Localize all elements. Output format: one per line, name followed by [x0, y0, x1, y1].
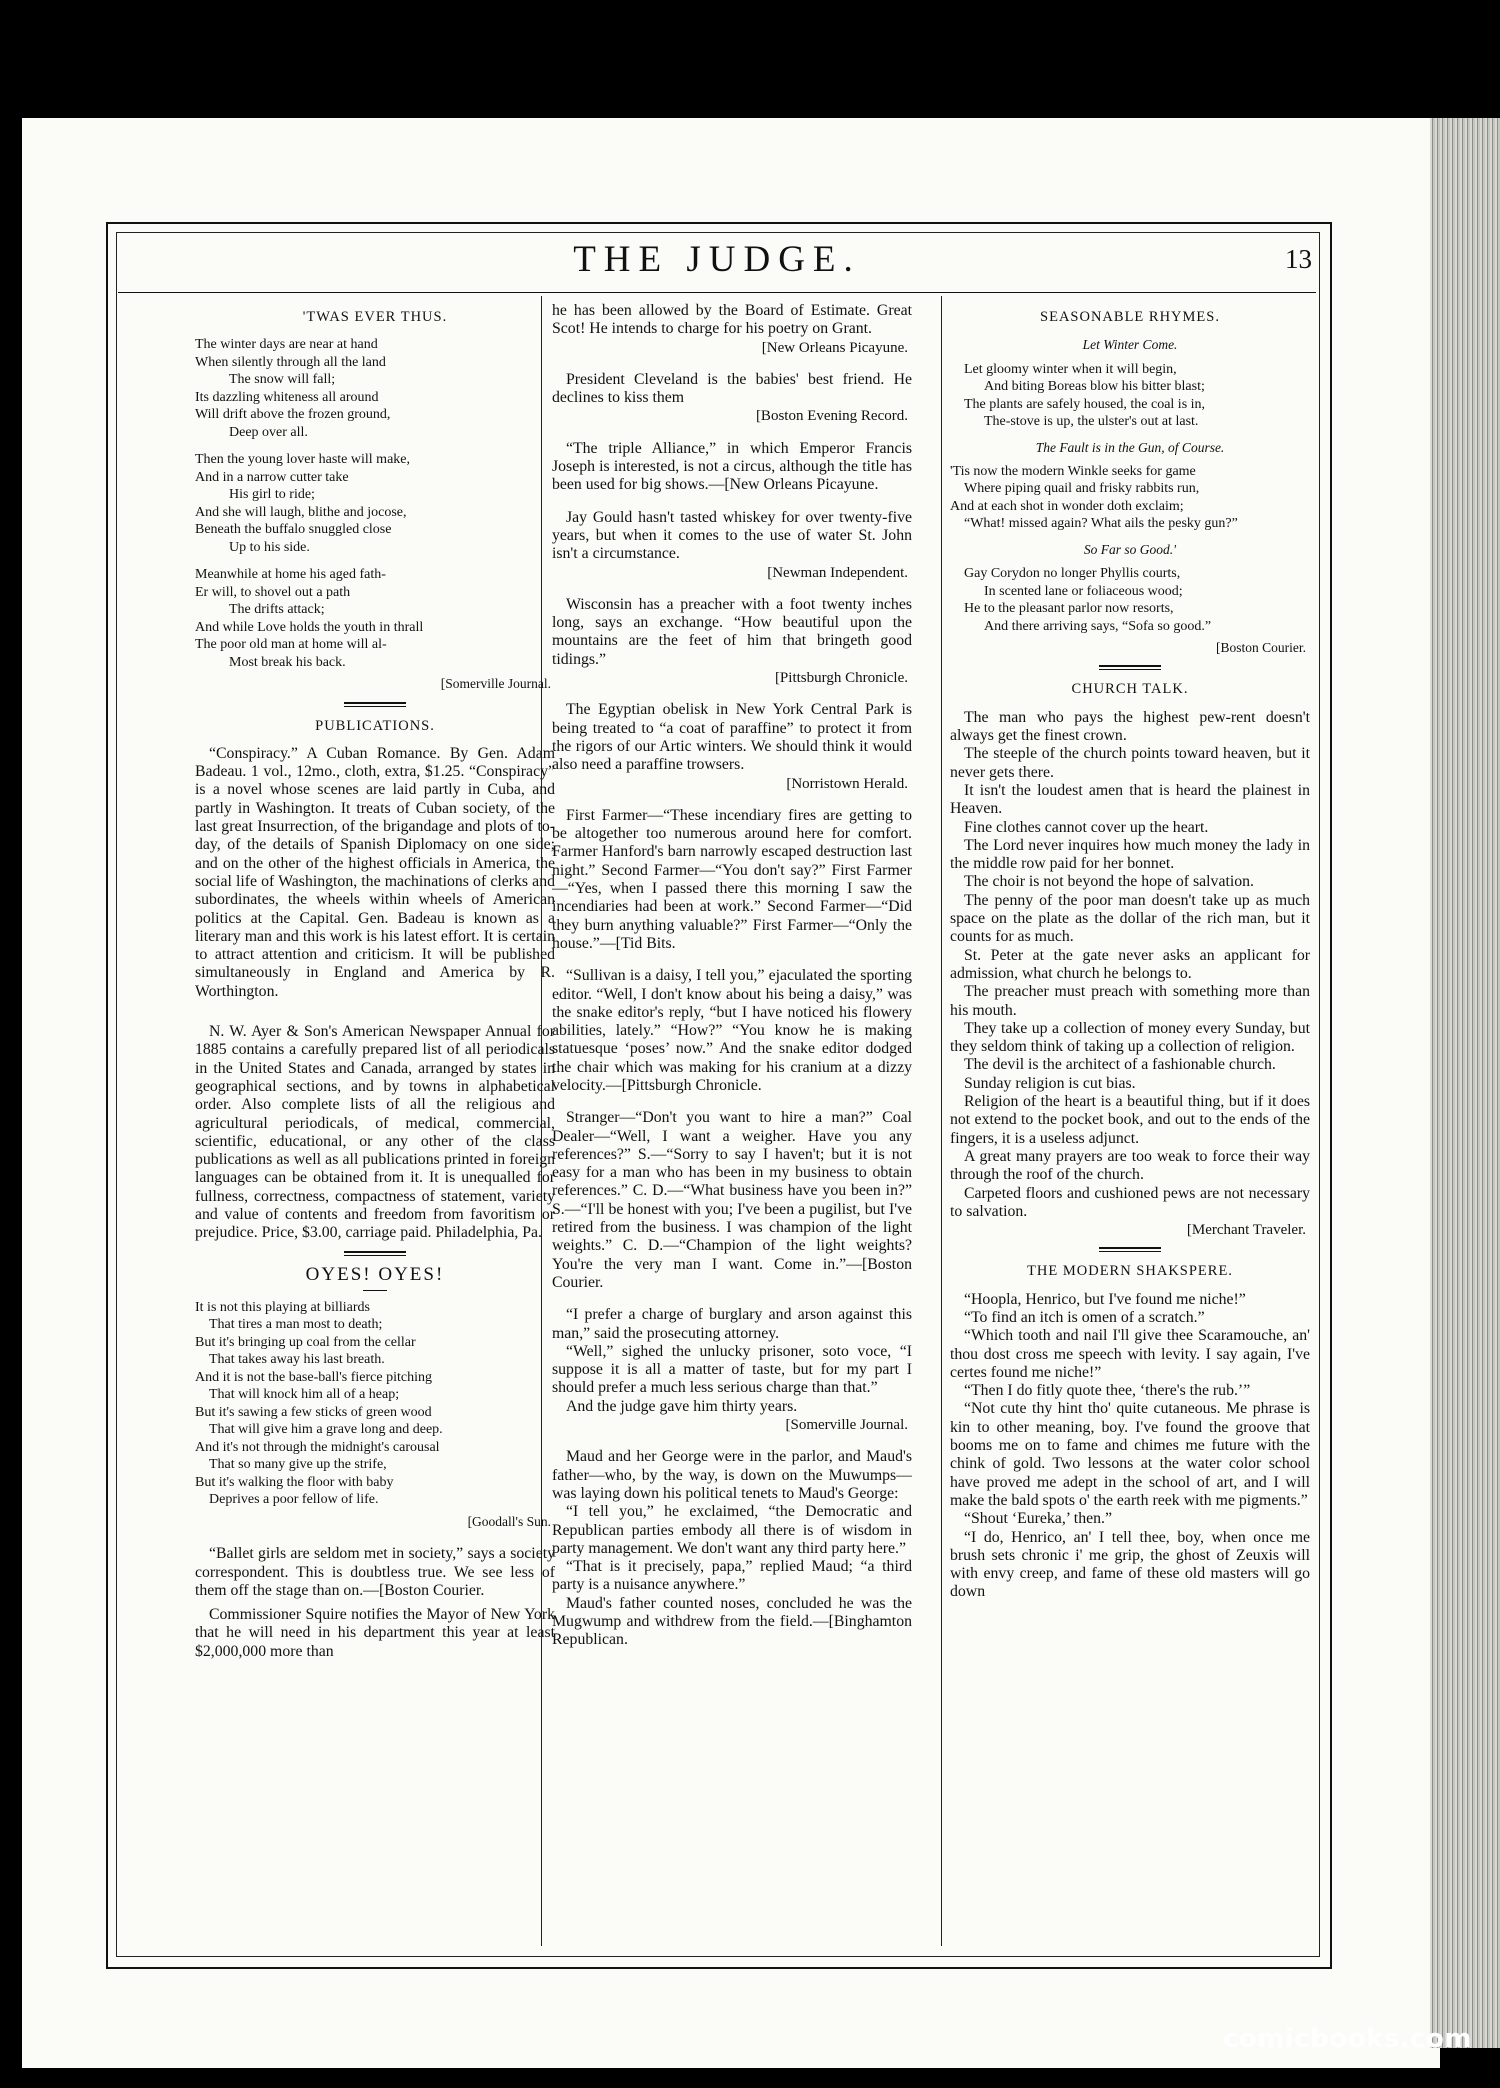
section-title-modern-shakspere: THE MODERN SHAKSPERE. [1027, 1263, 1233, 1280]
poem-line: Gay Corydon no longer Phyllis courts, [964, 566, 1181, 582]
poem-line: Let gloomy winter when it will begin, [964, 361, 1177, 377]
poem-line: The snow will fall; [229, 372, 336, 388]
poem-title: 'TWAS EVER THUS. [302, 309, 448, 325]
list-item: The devil is the architect of a fashionable church. [964, 1056, 1276, 1074]
poem-line: And she will laugh, blithe and jocose, [195, 504, 407, 520]
poem-line: That takes away his last breath. [209, 1352, 385, 1368]
site-watermark-logo: comicbooks.com [1222, 2024, 1472, 2054]
source-credit: [Norristown Herald. [786, 775, 908, 792]
article-paragraph: Wisconsin has a preacher with a foot twenty inches long, says an exchange. “How beautiful upon the mountains are the feet of him that bringeth good tidings.” [552, 595, 912, 668]
section-title-publications: PUBLICATIONS. [315, 717, 435, 734]
article-paragraph: N. W. Ayer & Son's American Newspaper Annual for 1885 contains a carefully prepared list of all periodicals in the United States and Canada, arranged by states in geographical sections, and by towns in alphabetical order. Also complete lists of all the religious and agricultural periodicals, of medical, commercial, scientific, educational, or any other of the class publications as well as all publications printed in foreign languages can be obtained from it. It is unequalled for fullness, correctness, compactness of statement, variety and value of contents and freedom from favoritism or prejudice. Price, $3.00, carriage paid. Philadelphia, Pa. [195, 1023, 555, 1242]
poem-line: Where piping quail and frisky rabbits run, [964, 481, 1200, 497]
list-item: Fine clothes cannot cover up the heart. [964, 818, 1209, 836]
section-divider [1099, 1247, 1161, 1252]
poem-line: And in a narrow cutter take [195, 469, 349, 485]
article-paragraph: “Conspiracy.” A Cuban Romance. By Gen. Adam Badeau. 1 vol., 12mo., cloth, extra, $1.25. “Conspiracy” is a novel whose scenes are laid partly in Cuba, and partly in Washington. It treats of Cuban society, of the last great Insurrection, of the brigandage and plots of to-day, of the details of Spanish Diplomacy on one side; and on the other of the highest officials in America, the social life of Washington, the machinations of clerks and subordinates, the wheels within wheels of American politics at the Capital. Gen. Badeau is known as a literary man and this work is his latest effort. It is certain to attract attention and criticism. It will be published simultaneously in England and America by R. Worthington. [195, 744, 555, 1000]
poem-line: The-stove is up, the ulster's out at last. [984, 414, 1199, 430]
column-rule-2 [941, 296, 942, 1946]
verse-so-far-so-good [950, 565, 1310, 635]
section-title-church-talk: CHURCH TALK. [1071, 681, 1189, 698]
article-paragraph: Jay Gould hasn't tasted whiskey for over twenty-five years, but when it comes to the use of water St. John isn't a circumstance. [552, 508, 912, 563]
article-paragraph: President Cleveland is the babies' best friend. He declines to kiss them [552, 370, 912, 407]
list-item: “I do, Henrico, an' I tell thee, boy, when once me brush sets chronic i' me grip, the ghost of Zeuxis will with envy creep, and fame of these old masters will go down [950, 1528, 1310, 1601]
article-paragraph: “That is it precisely, papa,” replied Maud; “a third party is a nuisance anywhere.” [552, 1558, 912, 1594]
list-item: “Hoopla, Henrico, but I've found me niche!” [964, 1290, 1246, 1308]
poem-line: And it's not through the midnight's carousal [195, 1439, 440, 1455]
list-item: St. Peter at the gate never asks an applicant for admission, what church he belongs to. [950, 946, 1310, 982]
poem-line: That tires a man most to death; [209, 1317, 383, 1333]
poem-line: “What! missed again? What ails the pesky gun?” [964, 516, 1238, 532]
list-item: It isn't the loudest amen that is heard the plainest in Heaven. [950, 781, 1310, 818]
article-paragraph: he has been allowed by the Board of Estimate. Great Scot! He intends to charge for his poetry on Grant. [552, 302, 912, 338]
poem-line: In scented lane or foliaceous wood; [984, 583, 1183, 599]
poem-line: Deep over all. [229, 424, 308, 440]
list-item: “Not cute thy hint tho' quite cutaneous. Me phrase is kin to other meaning, boy. I've found the groove that booms me on to fame and chimes me future with the chink of gold. Two lessons at the water color school have proved me adept in the school of art, and I will make the bald spots o' the earth reek with me pigments.” [950, 1400, 1310, 1509]
poem-title-oyes: OYES! OYES! [305, 1263, 445, 1285]
poem-line: Then the young lover haste will make, [195, 452, 410, 468]
verse-subtitle: Let Winter Come. [1082, 337, 1178, 353]
list-item: Sunday religion is cut bias. [964, 1074, 1136, 1092]
short-rule [363, 1290, 387, 1291]
poem-line: And at each shot in wonder doth exclaim; [950, 498, 1184, 514]
source-credit: [Pittsburgh Chronicle. [774, 670, 908, 687]
verse-subtitle: So Far so Good.' [1083, 541, 1177, 557]
masthead-title: THE JUDGE. [573, 239, 861, 280]
header-rule [118, 292, 1316, 293]
list-item: They take up a collection of money every Sunday, but they seldom think of taking up a collection of religion. [950, 1019, 1310, 1056]
source-credit: [Somerville Journal. [785, 1417, 908, 1434]
poem-line: Up to his side. [229, 539, 310, 555]
poem-line: And while Love holds the youth in thrall [195, 619, 424, 635]
page-number: 13 [1285, 244, 1312, 274]
list-item: “Then I do fitly quote thee, ‘there's the rub.’” [964, 1382, 1251, 1400]
article-paragraph: And the judge gave him thirty years. [566, 1397, 798, 1415]
list-item: “To find an itch is omen of a scratch.” [964, 1308, 1205, 1326]
article-paragraph: “The triple Alliance,” in which Emperor Francis Joseph is interested, is not a circus, although the title has been used for big shows.—[New Orleans Picayune. [552, 439, 912, 494]
article-paragraph: The Egyptian obelisk in New York Central Park is being treated to “a coat of paraffine” to protect it from the rigors of our Artic winters. We should think it would also need a paraffine trowsers. [552, 701, 912, 774]
poem-line: The poor old man at home will al- [195, 637, 387, 653]
source-credit: [Somerville Journal. [440, 676, 551, 692]
poem-line: When silently through all the land [195, 354, 386, 370]
list-item: “Shout ‘Eureka,’ then.” [964, 1510, 1112, 1528]
article-paragraph: “I tell you,” he exclaimed, “the Democratic and Republican parties embody all there is of wisdom in party management. We don't want any third party here.” [552, 1503, 912, 1557]
source-credit: [Boston Courier. [1216, 640, 1306, 656]
article-paragraph: “Well,” sighed the unlucky prisoner, soto voce, “I suppose it is all a matter of taste, but for my part I should prefer a much less serious charge than that.” [552, 1342, 912, 1397]
poem-line: Its dazzling whiteness all around [195, 389, 379, 405]
list-item: The man who pays the highest pew-rent doesn't always get the finest crown. [950, 708, 1310, 745]
verse-subtitle: The Fault is in the Gun, of Course. [1035, 439, 1225, 455]
section-divider [344, 1251, 406, 1256]
source-credit: [Newman Independent. [767, 564, 908, 581]
list-item: “Which tooth and nail I'll give thee Scaramouche, an' thou dost cross me speech with levity. I say again, I've certes found me niche!” [950, 1327, 1310, 1381]
column-1 [195, 302, 555, 1942]
poem-line: It is not this playing at billiards [195, 1299, 370, 1315]
article-paragraph: First Farmer—“These incendiary fires are getting to be altogether too numerous around here for comfort. Farmer Hanford's barn narrowly escaped destruction last night.” Second Farmer—“You don't say?” First Farmer—“Yes, when I passed there this morning I saw the incendiaries had been at work.” Second Farmer—“Did they burn anything valuable?” First Farmer—“Only the house.”—[Tid Bits. [552, 806, 912, 952]
list-item: Carpeted floors and cushioned pews are not necessary to salvation. [950, 1184, 1310, 1220]
poem-line: And biting Boreas blow his bitter blast; [984, 379, 1205, 395]
source-credit: [Merchant Traveler. [1186, 1222, 1306, 1239]
article-paragraph: “Ballet girls are seldom met in society,” says a society correspondent. This is doubtless true. We see less of them off the stage than on.—[Boston Courier. [195, 1545, 555, 1599]
poem-line: Will drift above the frozen ground, [195, 407, 391, 423]
poem-line: Deprives a poor fellow of life. [209, 1492, 379, 1508]
poem-line: That will knock him all of a heap; [209, 1387, 400, 1403]
poem-twas-ever-thus [195, 336, 555, 671]
poem-line: Meanwhile at home his aged fath- [195, 567, 386, 583]
poem-oyes [195, 1299, 555, 1509]
poem-line: 'Tis now the modern Winkle seeks for game [950, 463, 1196, 479]
poem-line: And there arriving says, “Sofa so good.” [984, 618, 1212, 634]
poem-line: The winter days are near at hand [195, 337, 378, 353]
poem-line: His girl to ride; [229, 487, 315, 503]
poem-line: And it is not the base-ball's fierce pitching [195, 1369, 432, 1385]
article-paragraph: “I prefer a charge of burglary and arson against this man,” said the prosecuting attorney. [552, 1306, 912, 1342]
source-credit: [Boston Evening Record. [755, 408, 908, 425]
article-paragraph: “Sullivan is a daisy, I tell you,” ejaculated the sporting editor. “Well, I don't know about his being a daisy,” was the snake editor's reply, “but I have noticed his flowery abilities, lately.” “How?” “You know he is making statuesque ‘poses’ now.” And the snake editor dodged the chair which was making for his cranium at a dizzy velocity.—[Pittsburgh Chronicle. [552, 967, 912, 1094]
section-divider [344, 702, 406, 707]
poem-line: Most break his back. [229, 654, 346, 670]
poem-line: That so many give up the strife, [209, 1457, 387, 1473]
list-item: The Lord never inquires how much money the lady in the middle row paid for her bonnet. [950, 836, 1310, 873]
poem-line: Beneath the buffalo snuggled close [195, 522, 392, 538]
list-item: The penny of the poor man doesn't take up as much space on the plate as the dollar of the rich man, but it counts for as much. [950, 891, 1310, 946]
verse-fault-in-gun [950, 463, 1310, 533]
poem-line: The drifts attack; [229, 602, 325, 618]
poem-line: But it's bringing up coal from the cellar [195, 1334, 416, 1350]
list-item: The choir is not beyond the hope of salvation. [964, 873, 1254, 891]
poem-line: The plants are safely housed, the coal is in, [964, 396, 1206, 412]
list-item: The preacher must preach with something more than his mouth. [950, 983, 1310, 1019]
column-3 [950, 302, 1310, 1942]
poem-line: Er will, to shovel out a path [195, 584, 351, 600]
section-divider [1099, 665, 1161, 670]
article-paragraph: Maud's father counted noses, concluded he was the Mugwump and withdrew from the field.—[Binghamton Republican. [552, 1594, 912, 1649]
poem-line: That will give him a grave long and deep. [209, 1422, 443, 1438]
poem-line: But it's walking the floor with baby [195, 1474, 394, 1490]
article-paragraph: Commissioner Squire notifies the Mayor of New York that he will need in his department this year at least $2,000,000 more than [195, 1606, 555, 1660]
list-item: A great many prayers are too weak to force their way through the roof of the church. [950, 1147, 1310, 1184]
list-item: The steeple of the church points toward heaven, but it never gets there. [950, 745, 1310, 781]
poem-line: He to the pleasant parlor now resorts, [964, 601, 1174, 617]
source-credit: [Goodall's Sun. [467, 1513, 551, 1529]
article-paragraph: Stranger—“Don't you want to hire a man?” Coal Dealer—“Well, I want a weigher. Have you any references?” S.—“Sorry to say I haven't; but it is not easy for a man who has been in my business to obtain references.” C. D.—“What business have you been in?” S.—“I'll be honest with you; I've been a pugilist, but I've retired from the business. I was champion of the light weights.” C. D.—“Champion of the light weights? You're the very man I want. Come in.”—[Boston Courier. [552, 1109, 912, 1291]
verse-let-winter-come [950, 361, 1310, 431]
article-paragraph: Maud and her George were in the parlor, and Maud's father—who, by the way, is down on the Muwumps—was laying down his political tenets to Maud's George: [552, 1448, 912, 1502]
source-credit: [New Orleans Picayune. [761, 339, 908, 356]
list-item: Religion of the heart is a beautiful thing, but if it does not extend to the pocket book, and out to the ends of the fingers, it is a useless adjunct. [950, 1093, 1310, 1147]
page-edge-stack [1430, 118, 1500, 2048]
poem-line: But it's sawing a few sticks of green wood [195, 1404, 432, 1420]
column-2 [552, 302, 912, 1942]
section-title-seasonable-rhymes: SEASONABLE RHYMES. [1040, 309, 1220, 325]
